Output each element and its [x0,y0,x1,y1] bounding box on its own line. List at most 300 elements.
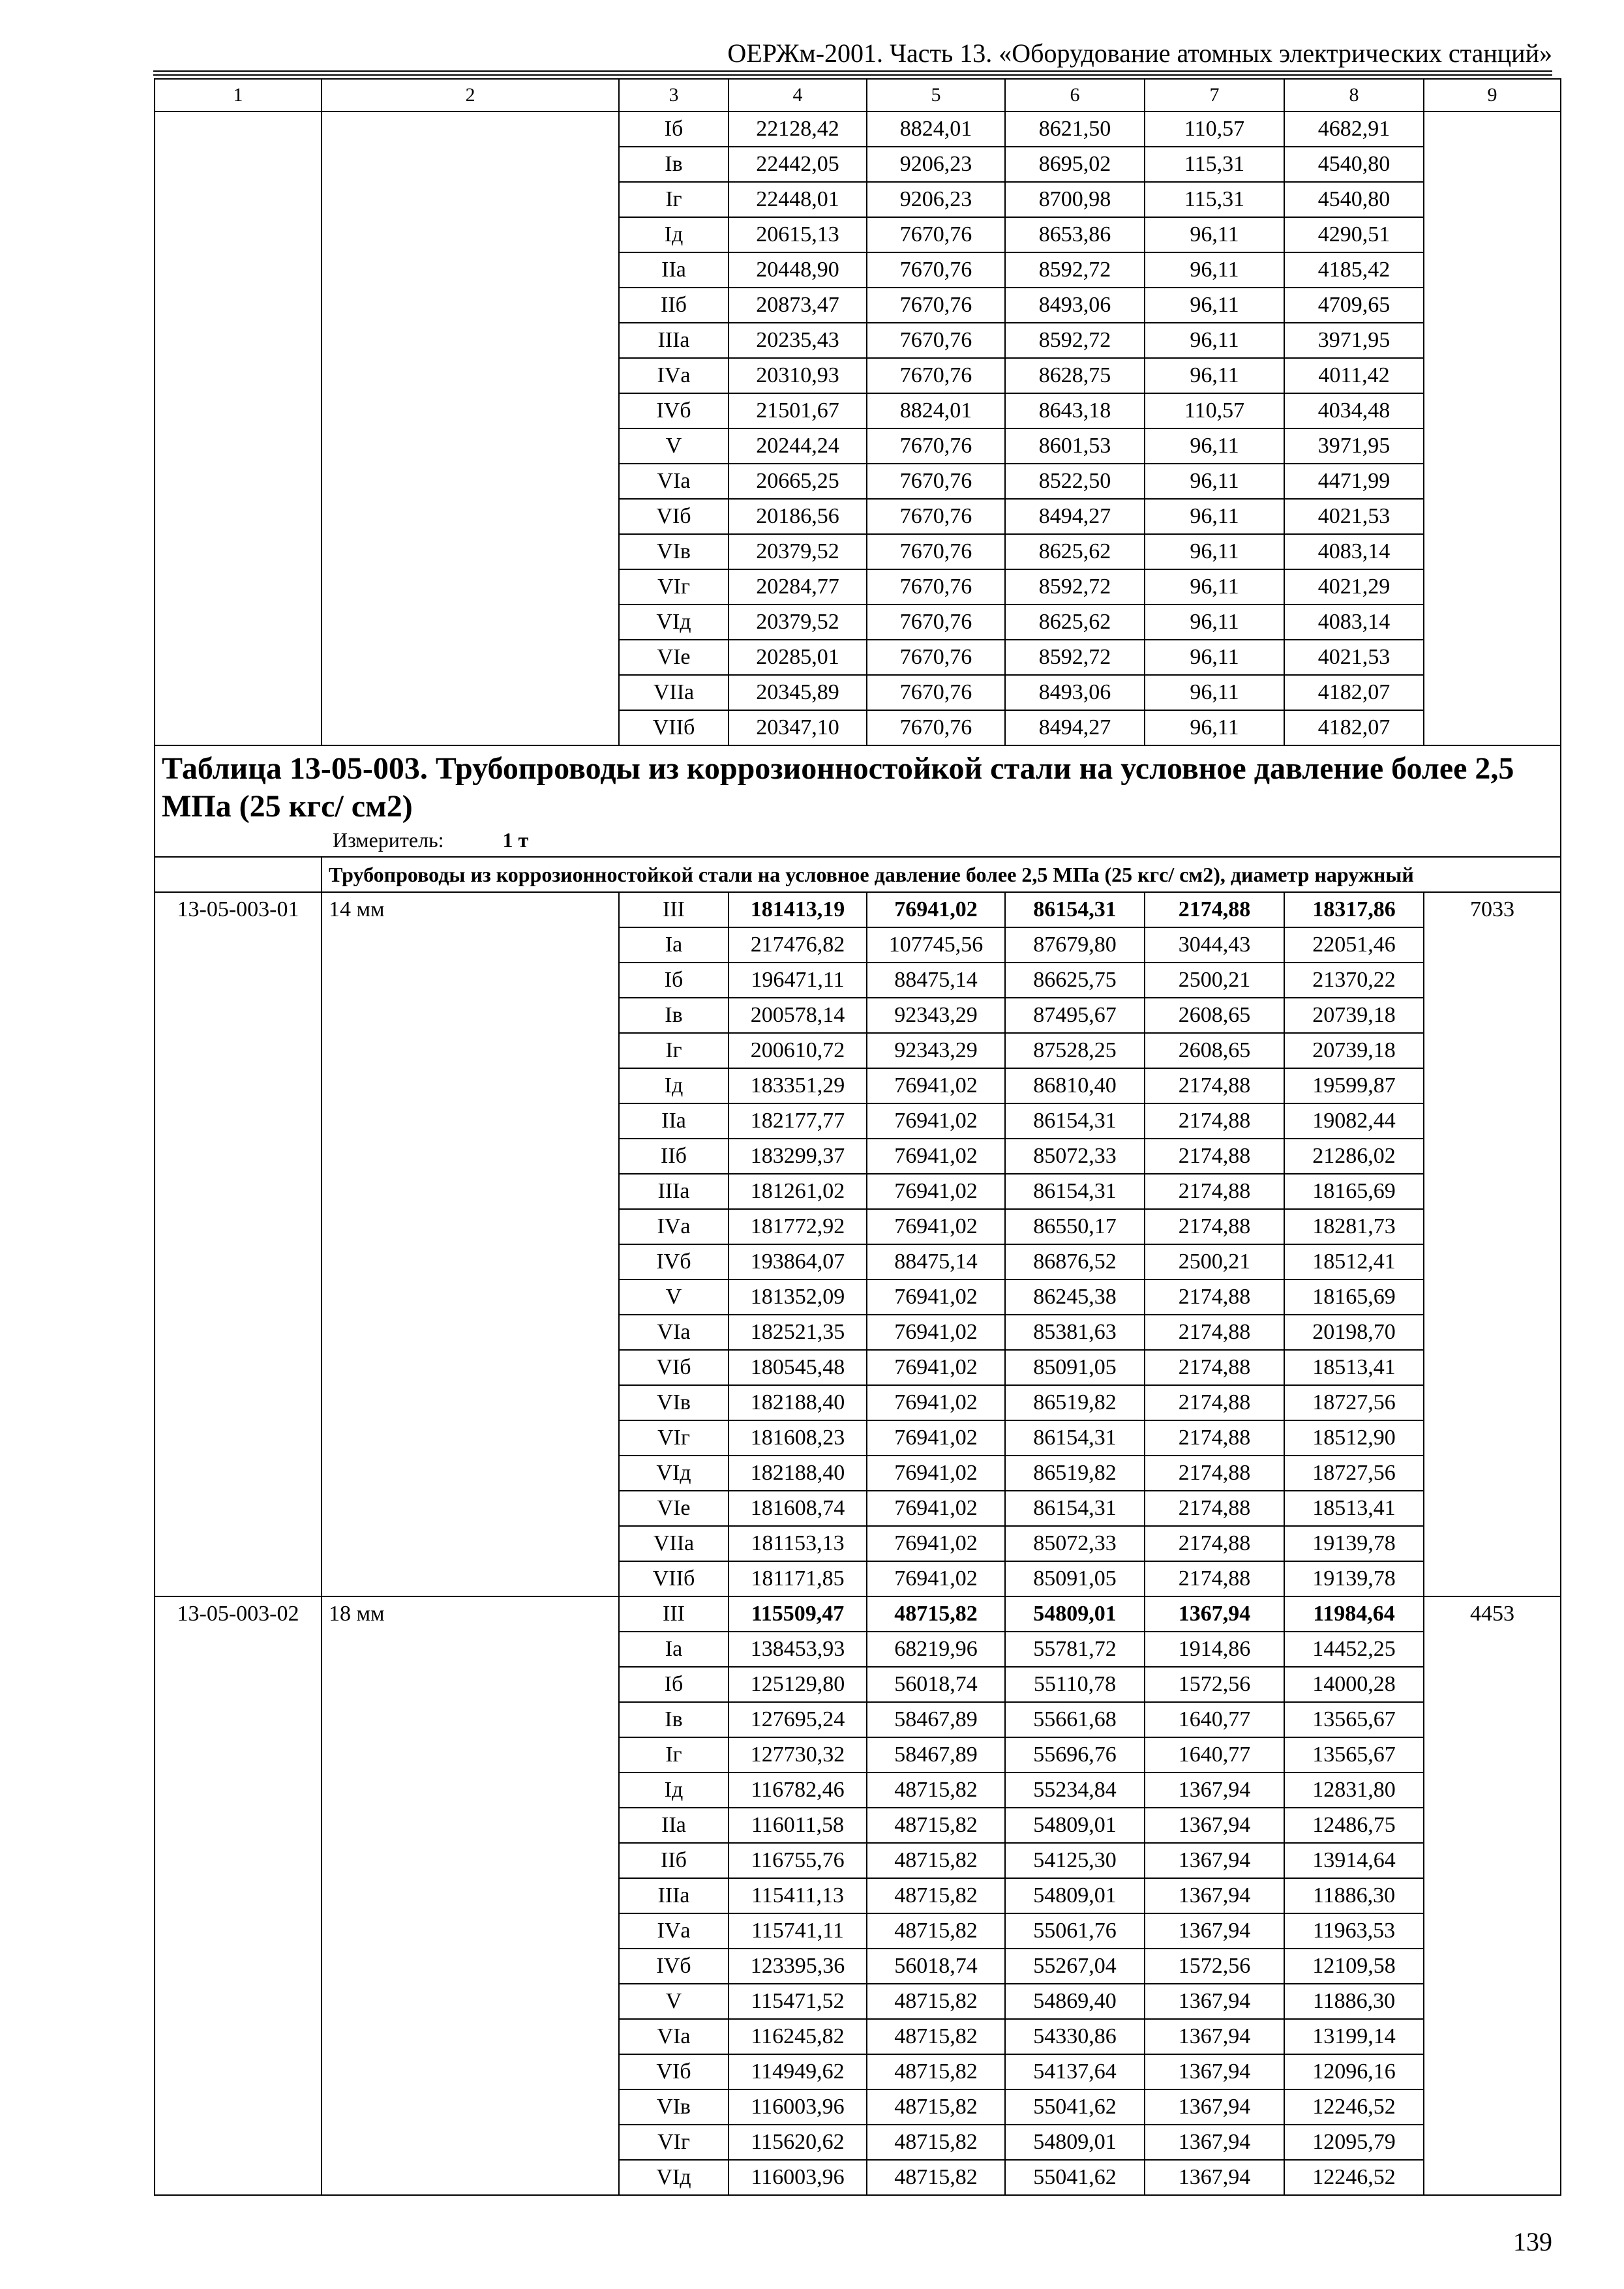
value-cell: 20615,13 [729,217,867,252]
value-cell: 96,11 [1145,534,1284,569]
resource-code [155,358,322,393]
column-number: 9 [1424,79,1561,112]
value-cell: 13565,67 [1284,1737,1424,1773]
column-9-value [1424,640,1561,675]
value-cell: 8824,01 [867,112,1005,147]
value-cell: 86154,31 [1005,1174,1145,1209]
resource-code [155,2160,322,2195]
value-cell: 7670,76 [867,217,1005,252]
column-9-value [1424,569,1561,605]
value-cell: 116003,96 [729,2160,867,2195]
value-cell: 8625,62 [1005,534,1145,569]
value-cell: 8592,72 [1005,640,1145,675]
table-row [155,1491,1561,1526]
value-cell: 7670,76 [867,640,1005,675]
zone-code: Iв [619,147,729,182]
table-row [155,998,1561,1033]
value-cell: 20235,43 [729,323,867,358]
resource-name [322,1667,619,1702]
value-cell: 76941,02 [867,1420,1005,1456]
table-row [155,2089,1561,2125]
value-cell: 13199,14 [1284,2019,1424,2054]
table-row [155,428,1561,464]
value-cell: 11886,30 [1284,1878,1424,1913]
resource-name [322,464,619,499]
zone-code: VIа [619,1315,729,1350]
column-9-value [1424,182,1561,217]
value-cell: 20448,90 [729,252,867,288]
value-cell: 4540,80 [1284,147,1424,182]
resource-code [155,1949,322,1984]
column-9-value [1424,998,1561,1033]
zone-code: III [619,1596,729,1632]
value-cell: 22448,01 [729,182,867,217]
value-cell: 123395,36 [729,1949,867,1984]
column-9-value [1424,464,1561,499]
column-9-value [1424,1913,1561,1949]
value-cell: 54809,01 [1005,1878,1145,1913]
value-cell: 181608,23 [729,1420,867,1456]
value-cell: 2174,88 [1145,1420,1284,1456]
column-9-value [1424,534,1561,569]
value-cell: 96,11 [1145,217,1284,252]
value-cell: 88475,14 [867,963,1005,998]
column-9-value [1424,2160,1561,2195]
resource-name [322,358,619,393]
value-cell: 86810,40 [1005,1068,1145,1103]
zone-code: VIв [619,1385,729,1420]
value-cell: 2174,88 [1145,1068,1284,1103]
meter-value: 1 т [502,828,529,852]
value-cell: 12831,80 [1284,1773,1424,1808]
value-cell: 138453,93 [729,1632,867,1667]
value-cell: 8592,72 [1005,323,1145,358]
value-cell: 8592,72 [1005,252,1145,288]
resource-code [155,1068,322,1103]
value-cell: 48715,82 [867,2054,1005,2089]
resource-name [322,2125,619,2160]
table-row [155,112,1561,147]
zone-code: VIг [619,2125,729,2160]
resource-code [155,1632,322,1667]
value-cell: 55781,72 [1005,1632,1145,1667]
value-cell: 115,31 [1145,182,1284,217]
column-9-value [1424,288,1561,323]
value-cell: 8700,98 [1005,182,1145,217]
value-cell: 3971,95 [1284,428,1424,464]
value-cell: 4290,51 [1284,217,1424,252]
column-9-value [1424,323,1561,358]
table-row [155,1913,1561,1949]
resource-name [322,393,619,428]
value-cell: 4021,53 [1284,640,1424,675]
resource-name [322,1244,619,1279]
resource-name [322,1491,619,1526]
value-cell: 2174,88 [1145,1456,1284,1491]
value-cell: 9206,23 [867,182,1005,217]
column-number: 6 [1005,79,1145,112]
value-cell: 18513,41 [1284,1350,1424,1385]
value-cell: 13914,64 [1284,1843,1424,1878]
resource-name [322,710,619,745]
column-number: 8 [1284,79,1424,112]
resource-code [155,998,322,1033]
value-cell: 96,11 [1145,640,1284,675]
table-row [155,1350,1561,1385]
resource-code [155,252,322,288]
zone-code: VIIа [619,1526,729,1561]
value-cell: 92343,29 [867,998,1005,1033]
value-cell: 19139,78 [1284,1561,1424,1596]
column-9-value [1424,2125,1561,2160]
resource-name [322,675,619,710]
value-cell: 181608,74 [729,1491,867,1526]
value-cell: 55061,76 [1005,1913,1145,1949]
zone-code: VIв [619,534,729,569]
table-row [155,1526,1561,1561]
value-cell: 116245,82 [729,2019,867,2054]
value-cell: 19139,78 [1284,1526,1424,1561]
value-cell: 76941,02 [867,1103,1005,1139]
column-number: 2 [322,79,619,112]
value-cell: 22051,46 [1284,927,1424,963]
resource-code [155,1878,322,1913]
column-number: 1 [155,79,322,112]
resource-code [155,1244,322,1279]
value-cell: 217476,82 [729,927,867,963]
resource-code [155,1526,322,1561]
value-cell: 1367,94 [1145,2089,1284,2125]
value-cell: 96,11 [1145,499,1284,534]
value-cell: 2174,88 [1145,1139,1284,1174]
value-cell: 21501,67 [729,393,867,428]
column-9-value: 7033 [1424,892,1561,927]
value-cell: 1367,94 [1145,2125,1284,2160]
zone-code: IVб [619,1949,729,1984]
value-cell: 20345,89 [729,675,867,710]
value-cell: 48715,82 [867,2089,1005,2125]
zone-code: Iг [619,1033,729,1068]
value-cell: 12109,58 [1284,1949,1424,1984]
column-9-value [1424,1561,1561,1596]
zone-code: Iг [619,182,729,217]
value-cell: 2500,21 [1145,963,1284,998]
resource-name [322,1702,619,1737]
value-cell: 76941,02 [867,1139,1005,1174]
value-cell: 1914,86 [1145,1632,1284,1667]
column-9-value [1424,499,1561,534]
value-cell: 127695,24 [729,1702,867,1737]
resource-name [322,998,619,1033]
zone-code: Iб [619,112,729,147]
value-cell: 1572,56 [1145,1667,1284,1702]
value-cell: 85072,33 [1005,1139,1145,1174]
meter-line [162,828,1554,852]
value-cell: 1367,94 [1145,1773,1284,1808]
column-9-value [1424,1033,1561,1068]
value-cell: 8592,72 [1005,569,1145,605]
value-cell: 2174,88 [1145,1174,1284,1209]
value-cell: 114949,62 [729,2054,867,2089]
zone-code: III [619,892,729,927]
value-cell: 2608,65 [1145,1033,1284,1068]
zone-code: V [619,428,729,464]
resource-code [155,288,322,323]
value-cell: 76941,02 [867,1350,1005,1385]
resource-name [322,963,619,998]
table-row [155,1033,1561,1068]
value-cell: 20665,25 [729,464,867,499]
value-cell: 96,11 [1145,323,1284,358]
value-cell: 8621,50 [1005,112,1145,147]
resource-name [322,323,619,358]
value-cell: 2174,88 [1145,1103,1284,1139]
value-cell: 21286,02 [1284,1139,1424,1174]
value-cell: 48715,82 [867,2019,1005,2054]
resource-name [322,1420,619,1456]
table-row [155,1174,1561,1209]
value-cell: 8625,62 [1005,605,1145,640]
value-cell: 20198,70 [1284,1315,1424,1350]
zone-code: Iа [619,1632,729,1667]
value-cell: 8494,27 [1005,499,1145,534]
value-cell: 18512,90 [1284,1420,1424,1456]
value-cell: 20285,01 [729,640,867,675]
resource-name [322,1561,619,1596]
value-cell: 12096,16 [1284,2054,1424,2089]
resource-name [322,499,619,534]
value-cell: 54809,01 [1005,1808,1145,1843]
column-9-value [1424,605,1561,640]
value-cell: 18512,41 [1284,1244,1424,1279]
value-cell: 55696,76 [1005,1737,1145,1773]
value-cell: 115620,62 [729,2125,867,2160]
value-cell: 48715,82 [867,1808,1005,1843]
value-cell: 88475,14 [867,1244,1005,1279]
zone-code: VIв [619,2089,729,2125]
value-cell: 86154,31 [1005,1420,1145,1456]
value-cell: 86154,31 [1005,1103,1145,1139]
resource-name [322,252,619,288]
column-9-value [1424,1456,1561,1491]
value-cell: 86550,17 [1005,1209,1145,1244]
value-cell: 1640,77 [1145,1737,1284,1773]
value-cell: 56018,74 [867,1667,1005,1702]
value-cell: 87495,67 [1005,998,1145,1033]
value-cell: 4682,91 [1284,112,1424,147]
value-cell: 2500,21 [1145,1244,1284,1279]
table-row [155,2125,1561,2160]
value-cell: 96,11 [1145,675,1284,710]
zone-code: IIа [619,252,729,288]
resource-code [155,1773,322,1808]
table-row [155,1385,1561,1420]
column-9-value [1424,1209,1561,1244]
table-row [155,1702,1561,1737]
value-cell: 54125,30 [1005,1843,1145,1878]
zone-code: IIб [619,1139,729,1174]
table-row [155,1843,1561,1878]
value-cell: 76941,02 [867,1209,1005,1244]
resource-code [155,1984,322,2019]
column-9-value [1424,1279,1561,1315]
rates-table [154,78,1561,2196]
value-cell: 55661,68 [1005,1702,1145,1737]
value-cell: 96,11 [1145,428,1284,464]
value-cell: 11886,30 [1284,1984,1424,2019]
value-cell: 55234,84 [1005,1773,1145,1808]
table-row [155,499,1561,534]
resource-code: 13-05-003-02 [155,1596,322,1632]
column-9-value: 4453 [1424,1596,1561,1632]
zone-code: Iб [619,1667,729,1702]
value-cell: 8695,02 [1005,147,1145,182]
value-cell: 86625,75 [1005,963,1145,998]
zone-code: VIIа [619,675,729,710]
value-cell: 76941,02 [867,1385,1005,1420]
value-cell: 110,57 [1145,112,1284,147]
value-cell: 86876,52 [1005,1244,1145,1279]
value-cell: 8601,53 [1005,428,1145,464]
column-number-row [155,79,1561,112]
value-cell: 85381,63 [1005,1315,1145,1350]
value-cell: 18165,69 [1284,1279,1424,1315]
value-cell: 18281,73 [1284,1209,1424,1244]
zone-code: Iв [619,998,729,1033]
resource-code [155,464,322,499]
value-cell: 8494,27 [1005,710,1145,745]
resource-name [322,1456,619,1491]
value-cell: 1367,94 [1145,1913,1284,1949]
resource-code [155,428,322,464]
value-cell: 48715,82 [867,1913,1005,1949]
resource-code [155,1350,322,1385]
table-row [155,147,1561,182]
resource-code [155,1491,322,1526]
table-row [155,2054,1561,2089]
resource-code [155,323,322,358]
value-cell: 12246,52 [1284,2160,1424,2195]
table-row [155,534,1561,569]
value-cell: 86519,82 [1005,1456,1145,1491]
value-cell: 1367,94 [1145,1596,1284,1632]
resource-code [155,1420,322,1456]
table-row [155,393,1561,428]
value-cell: 76941,02 [867,1491,1005,1526]
zone-code: Iб [619,963,729,998]
value-cell: 200578,14 [729,998,867,1033]
value-cell: 54869,40 [1005,1984,1145,2019]
resource-name [322,1808,619,1843]
value-cell: 92343,29 [867,1033,1005,1068]
value-cell: 18727,56 [1284,1385,1424,1420]
value-cell: 7670,76 [867,252,1005,288]
value-cell: 12486,75 [1284,1808,1424,1843]
value-cell: 76941,02 [867,1068,1005,1103]
resource-name [322,1350,619,1385]
resource-name [322,1949,619,1984]
meter-label: Измеритель: [333,828,444,852]
value-cell: 48715,82 [867,2160,1005,2195]
value-cell: 86519,82 [1005,1385,1145,1420]
table-row [155,1878,1561,1913]
resource-code [155,1843,322,1878]
value-cell: 96,11 [1145,569,1284,605]
zone-code: IIа [619,1808,729,1843]
value-cell: 76941,02 [867,1315,1005,1350]
zone-code: VIг [619,569,729,605]
value-cell: 4011,42 [1284,358,1424,393]
table-row [155,217,1561,252]
value-cell: 8628,75 [1005,358,1145,393]
value-cell: 8643,18 [1005,393,1145,428]
resource-code [155,393,322,428]
column-9-value [1424,2089,1561,2125]
value-cell: 3971,95 [1284,323,1424,358]
resource-code [155,1209,322,1244]
column-9-value [1424,1491,1561,1526]
resource-name [322,1068,619,1103]
zone-code: VIIб [619,1561,729,1596]
value-cell: 2174,88 [1145,1385,1284,1420]
column-9-value [1424,1773,1561,1808]
value-cell: 56018,74 [867,1949,1005,1984]
column-9-value [1424,1244,1561,1279]
resource-code [155,1808,322,1843]
value-cell: 9206,23 [867,147,1005,182]
zone-code: VIг [619,1420,729,1456]
resource-code [155,1737,322,1773]
table-row [155,1315,1561,1350]
resource-name [322,1385,619,1420]
resource-code [155,1385,322,1420]
column-9-value [1424,1139,1561,1174]
value-cell: 19082,44 [1284,1103,1424,1139]
column-9-value [1424,675,1561,710]
value-cell: 4540,80 [1284,182,1424,217]
value-cell: 182188,40 [729,1385,867,1420]
value-cell: 55267,04 [1005,1949,1145,1984]
resource-code [155,1033,322,1068]
value-cell: 20244,24 [729,428,867,464]
resource-name [322,1526,619,1561]
resource-code [155,217,322,252]
value-cell: 115741,11 [729,1913,867,1949]
value-cell: 1572,56 [1145,1949,1284,1984]
value-cell: 193864,07 [729,1244,867,1279]
value-cell: 20379,52 [729,605,867,640]
column-number: 3 [619,79,729,112]
column-9-value [1424,147,1561,182]
value-cell: 115411,13 [729,1878,867,1913]
table-title-cell [155,745,1561,857]
column-9-value [1424,1667,1561,1702]
value-cell: 48715,82 [867,1596,1005,1632]
value-cell: 125129,80 [729,1667,867,1702]
value-cell: 4182,07 [1284,710,1424,745]
column-9-value [1424,1843,1561,1878]
value-cell: 96,11 [1145,358,1284,393]
value-cell: 20739,18 [1284,1033,1424,1068]
resource-code [155,927,322,963]
value-cell: 4021,53 [1284,499,1424,534]
value-cell: 7670,76 [867,288,1005,323]
resource-code [155,640,322,675]
table-row [155,1596,1561,1632]
value-cell: 116011,58 [729,1808,867,1843]
value-cell: 11984,64 [1284,1596,1424,1632]
value-cell: 18727,56 [1284,1456,1424,1491]
